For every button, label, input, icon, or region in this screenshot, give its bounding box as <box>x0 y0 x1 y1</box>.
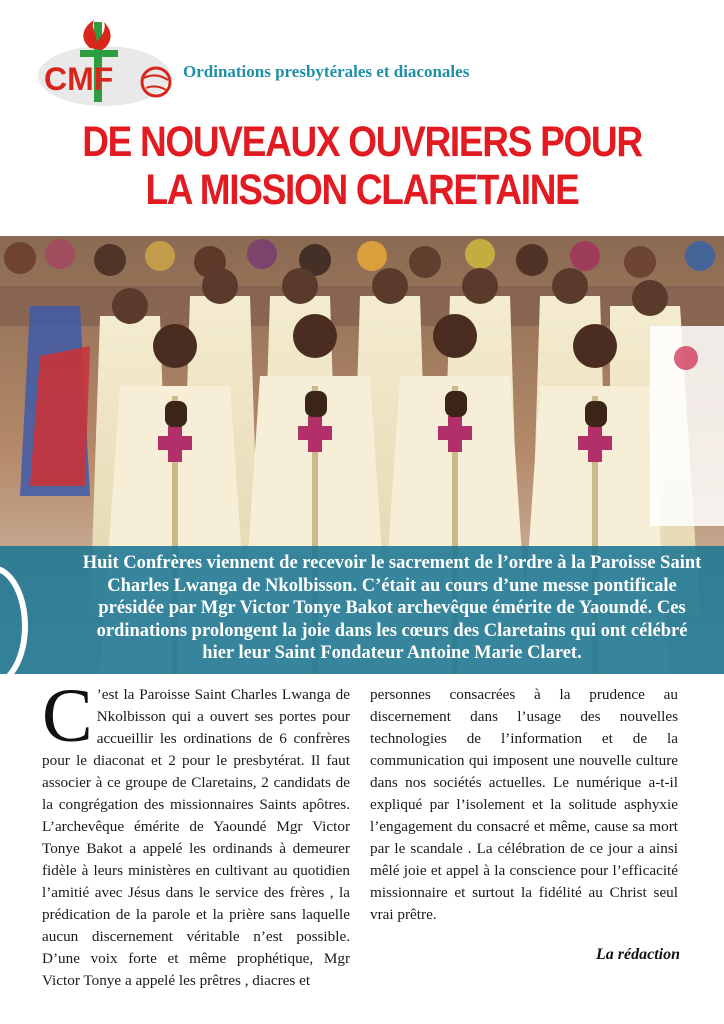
headline-line-1: DE NOUVEAUX OUVRIERS POUR <box>82 118 642 166</box>
article-text-right: personnes consacrées à la prudence au discernement dans l’usage des nouvelles technologies de l’information et de la communication qui imposent une nouvelle culture dans nos sociétés actuelles. Le numérique a-t-il expliqué par l’isolement et la solitude asphyxie l’engagement du consacré et même, cause sa mort par le scandale . La célébration de ce jour a ainsi mêlé joie et appel à la conscience pour l’efficacité missionnaire et surtout la fidélité au Christ seul vrai prêtre. <box>370 686 678 923</box>
section-kicker: Ordinations presbytérales et diaconales <box>183 62 470 81</box>
article-text-left: ’est la Paroisse Saint Charles Lwanga de Nkolbisson qui a ouvert ses portes pour accueillir les ordinations de 6 confrères pour le diaconat et 2 pour le presbytérat. Il faut associer à ce groupe de Claretains, 2 candidats de la congrégation des missionnaires Saints apôtres. L’archevêque émérite de Yaoundé Mgr Victor Tonye Bakot a appelé les ordinands à demeurer fidèle à leurs ministères en cultivant au quotidien l’amitié avec Jésus dans le service des frères , la prédication de la parole et la prière sans laquelle aucun discernement véritable n’est possible. D’une voix forte et même prophétique, Mgr Victor Tonye a appelé les prêtres , diacres et <box>42 686 350 989</box>
lead-paragraph: Huit Confrères viennent de recevoir le sacrement de l’ordre à la Paroisse Saint Charles Lwanga de Nkolbisson. C’était au cours d’une messe pontificale présidée par Mgr Victor Tonye Bakot archevêque émérite de Yaoundé. Ces ordinations prolongent la joie dans les cœurs des Claretains qui ont célébré hier leur Saint Fondateur Antoine Marie Claret. <box>82 553 702 663</box>
page-headline <box>51 118 674 214</box>
logo-letters: CMF <box>44 61 114 97</box>
headline-line-2: LA MISSION CLARETAINE <box>145 166 579 214</box>
article-column-left <box>42 674 350 992</box>
page-header <box>0 0 724 230</box>
drop-cap: C <box>42 674 93 758</box>
article-column-right <box>370 684 678 926</box>
cmf-logo <box>34 18 174 108</box>
article-signature: La rédaction <box>596 946 680 963</box>
